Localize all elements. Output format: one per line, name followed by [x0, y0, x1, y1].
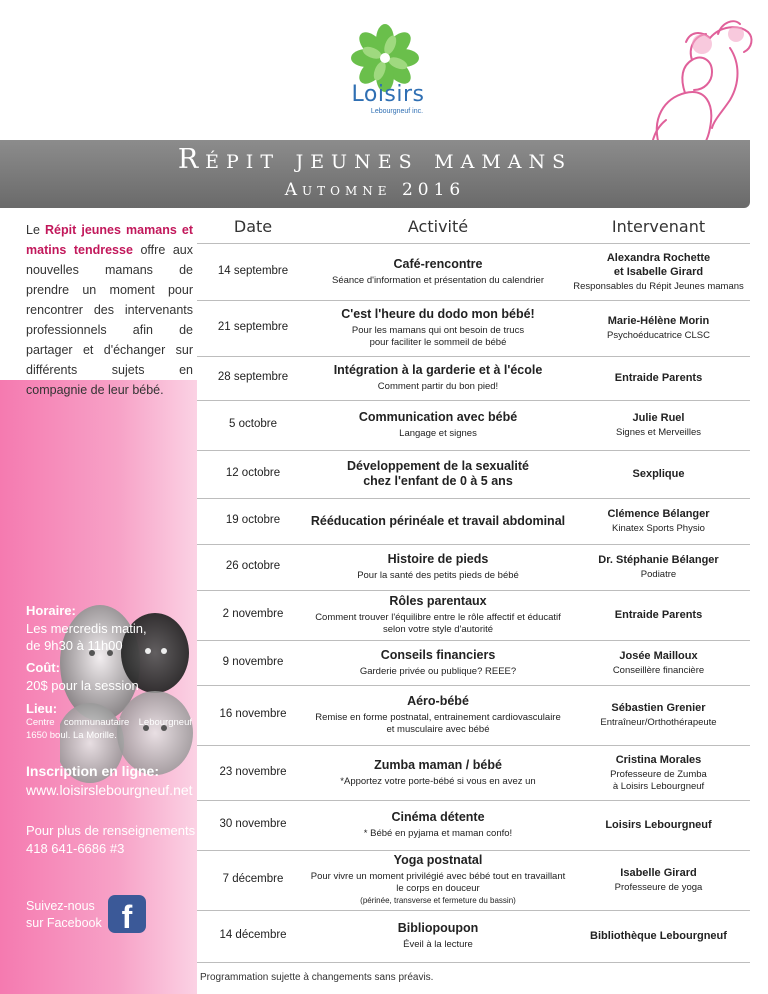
title-banner [0, 140, 750, 208]
activity-description: Remise en forme postnatal, entrainement cardiovasculaire et musculaire avec bébé [315, 712, 561, 735]
activity-title: Rôles parentaux [389, 594, 487, 608]
activity-description: Pour vivre un moment privilégié avec bébé tout en travaillant le corps en douceur [310, 871, 566, 894]
activity-description: *Apportez votre porte-bébé si vous en avez un [340, 776, 536, 787]
activity-description-note: (périnée, transverse et fermeture du bassin) [360, 896, 516, 905]
inscription-label: Inscription en ligne: [26, 763, 160, 779]
page-title: Répit jeunes mamans [177, 144, 573, 175]
row-date: 14 septembre [217, 265, 289, 277]
intervenant-name: Sébastien Grenier [611, 702, 706, 714]
header-activity: Activité [407, 217, 469, 236]
intervenant-name: Loisirs Lebourgneuf [605, 819, 712, 831]
activity-description: * Bébé en pyjama et maman confo! [363, 828, 513, 839]
row-activity [309, 363, 567, 393]
intervenant-name: Entraide Parents [614, 372, 703, 384]
activity-title: Rééducation périnéale et travail abdominal [310, 514, 566, 528]
row-intervenant [567, 411, 750, 439]
row-intervenant [567, 608, 750, 622]
intervenant-role: Professeure de Zumba à Loisirs Lebourgneuf [610, 769, 707, 792]
intro-prefix: Le [26, 223, 40, 237]
table-row [197, 544, 750, 590]
activity-description: Garderie privée ou publique? REEE? [359, 666, 517, 677]
inscription-link[interactable]: www.loisirslebourgneuf.net [26, 782, 193, 798]
lieu-label: Lieu: [26, 701, 58, 716]
mother-baby-illustration [590, 8, 760, 158]
row-date: 9 novembre [222, 656, 284, 668]
intro-highlight: Répit jeunes mamans et matins tendresse [26, 223, 193, 257]
row-intervenant [567, 929, 750, 943]
horaire-label: Horaire: [26, 603, 76, 618]
intervenant-name: Alexandra Rochette et Isabelle Girard [606, 252, 711, 278]
info-sidebar [0, 208, 197, 994]
row-activity [309, 257, 567, 287]
activity-title: C'est l'heure du dodo mon bébé! [341, 307, 535, 321]
row-date: 19 octobre [225, 514, 281, 526]
activity-title: Zumba maman / bébé [374, 758, 502, 772]
row-intervenant [567, 753, 750, 793]
intervenant-name: Cristina Morales [615, 754, 702, 766]
row-activity [309, 459, 567, 489]
footnote: Programmation sujette à changements sans préavis. [200, 972, 434, 983]
header-intervenant: Intervenant [611, 217, 706, 236]
renseignements-phone: 418 641-6686 #3 [26, 841, 125, 856]
row-activity [309, 307, 567, 349]
intervenant-name: Josée Mailloux [619, 650, 698, 662]
row-date: 2 novembre [222, 608, 284, 620]
intervenant-role: Conseillère financière [612, 665, 705, 676]
row-intervenant [567, 818, 750, 832]
intervenant-name: Clémence Bélanger [607, 508, 710, 520]
follow-line-2: sur Facebook [26, 916, 102, 930]
row-intervenant [567, 866, 750, 894]
row-date: 14 décembre [219, 929, 287, 941]
table-row [197, 590, 750, 640]
intervenant-role: Podiatre [640, 569, 677, 580]
header-date: Date [233, 217, 273, 236]
intro-box [0, 208, 197, 397]
row-date: 5 octobre [229, 418, 277, 430]
activity-description: Comment partir du bon pied! [377, 381, 499, 392]
table-row [197, 400, 750, 450]
row-intervenant [567, 314, 750, 342]
table-row [197, 800, 750, 850]
row-date: 26 octobre [225, 560, 281, 572]
activity-title: Intégration à la garderie et à l'école [333, 363, 543, 377]
intro-text: offre aux nouvelles mamans de prendre un moment pour rencontrer des intervenants professionnels afin de partager et d'échanger sur différents sujets en compagnie de leur bébé. [26, 243, 193, 397]
activity-title: Bibliopoupon [397, 921, 479, 935]
intervenant-name: Dr. Stéphanie Bélanger [598, 554, 719, 566]
logo-subtitle: Lebourgneuf inc. [370, 108, 424, 115]
row-activity [309, 648, 567, 678]
row-intervenant [567, 251, 750, 293]
table-row [197, 450, 750, 498]
row-intervenant [567, 649, 750, 677]
table-row [197, 850, 750, 910]
row-intervenant [567, 507, 750, 535]
intervenant-role: Professeure de yoga [614, 882, 703, 893]
intro-paragraph [26, 220, 193, 400]
intervenant-name: Marie-Hélène Morin [607, 315, 710, 327]
activity-description: Comment trouver l'équilibre entre le rôle affectif et éducatif selon votre style d'autorité [315, 612, 561, 635]
row-activity [309, 921, 567, 951]
table-row [197, 640, 750, 685]
intervenant-name: Sexplique [632, 468, 685, 480]
row-activity [309, 514, 567, 529]
row-activity [309, 853, 567, 907]
intervenant-role: Signes et Merveilles [615, 427, 701, 438]
row-activity [309, 594, 567, 636]
horaire-line-1: Les mercredis matin, [26, 621, 147, 636]
intervenant-name: Isabelle Girard [620, 867, 697, 879]
row-intervenant [567, 553, 750, 581]
intervenant-name: Entraide Parents [614, 609, 703, 621]
activity-title: Cinéma détente [391, 810, 485, 824]
activity-title: Histoire de pieds [387, 552, 489, 566]
row-date: 16 novembre [219, 708, 287, 720]
facebook-icon[interactable]: f [108, 895, 146, 933]
row-date: 21 septembre [217, 321, 289, 333]
intervenant-role: Entraîneur/Orthothérapeute [600, 717, 717, 728]
row-date: 30 novembre [219, 818, 287, 830]
activity-description: Séance d'information et présentation du calendrier [331, 275, 544, 286]
table-row [197, 910, 750, 962]
row-date: 12 octobre [225, 467, 281, 479]
intervenant-role: Psychoéducatrice CLSC [607, 330, 710, 341]
activity-title: Café-rencontre [393, 257, 483, 271]
activity-title: Aéro-bébé [407, 694, 469, 708]
intervenant-name: Bibliothèque Lebourgneuf [590, 930, 727, 942]
row-intervenant [567, 701, 750, 729]
intervenant-name: Julie Ruel [632, 412, 685, 424]
lieu-value: Centre communautaire Lebourgneuf 1650 boul. La Morille. [26, 717, 192, 741]
row-divider [197, 962, 750, 963]
activity-title: Conseils financiers [380, 648, 496, 662]
activity-description: Langage et signes [399, 428, 477, 439]
row-activity [309, 552, 567, 582]
page-subtitle: Automne 2016 [284, 180, 466, 200]
row-date: 23 novembre [219, 766, 287, 778]
row-activity [309, 410, 567, 440]
renseignements-line-1: Pour plus de renseignements : [26, 823, 203, 838]
table-row [197, 356, 750, 400]
activity-title: Yoga postnatal [393, 853, 483, 867]
cout-value: 20$ pour la session [26, 678, 139, 693]
activity-description: Pour la santé des petits pieds de bébé [357, 570, 519, 581]
table-row [197, 685, 750, 745]
row-activity [309, 758, 567, 788]
row-activity [309, 810, 567, 840]
table-row [197, 498, 750, 544]
cout-label: Coût: [26, 660, 60, 675]
row-date: 28 septembre [217, 371, 289, 383]
table-row [197, 300, 750, 356]
horaire-line-2: de 9h30 à 11h00 [26, 638, 123, 653]
intervenant-role: Responsables du Répit Jeunes mamans [573, 281, 744, 292]
follow-line-1: Suivez-nous [26, 899, 95, 913]
activity-title: Communication avec bébé [358, 410, 518, 424]
activity-description: Pour les mamans qui ont besoin de trucs pour faciliter le sommeil de bébé [351, 325, 525, 348]
row-activity [309, 694, 567, 736]
row-intervenant [567, 371, 750, 385]
logo-wordmark: Loisirs [351, 82, 425, 107]
table-row [197, 745, 750, 800]
table-row [197, 244, 750, 300]
activity-description: Éveil à la lecture [403, 939, 473, 950]
intervenant-role: Kinatex Sports Physio [612, 523, 705, 534]
activity-title: Développement de la sexualité chez l'enfant de 0 à 5 ans [346, 459, 529, 488]
row-date: 7 décembre [222, 873, 284, 885]
row-intervenant [567, 467, 750, 481]
